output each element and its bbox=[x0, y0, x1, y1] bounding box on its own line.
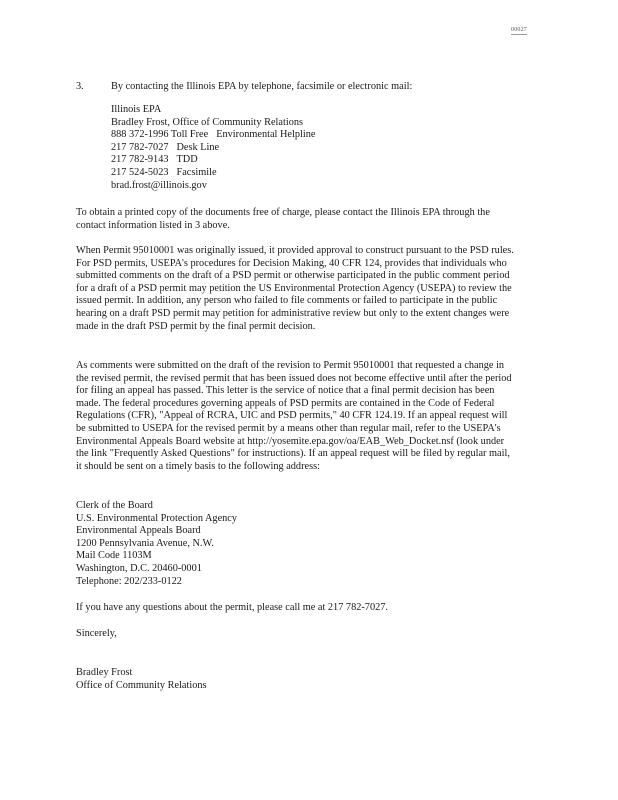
contact-number: 888 372-1996 Toll Free bbox=[111, 129, 209, 141]
paragraph-questions: If you have any questions about the permit, please call me at 217 782-7027. bbox=[76, 602, 388, 613]
page-stamp: 00027 bbox=[511, 27, 527, 33]
contact-line bbox=[111, 154, 511, 167]
paragraph-appeal: As comments were submitted on the draft of the revision to Permit 95010001 that requested a change in the revised permit, the revised permit that has been issued does not become effective until after the period for filing an appeal has passed. This letter is the service of notice that a final permit decision has been made. The federal procedures governing appeals of PSD permits are contained in the Code of Federal Regulations (CFR), "Appeal of RCRA, UIC and PSD permits," 40 CFR 124.19. If an appeal request will be submitted to USEPA for the revised permit by a means other than regular mail, refer to the USEPA's Environmental Appeals Board website at http://yosemite.epa.gov/oa/EAB_Web_Docket.nsf (look under the link "Frequently Asked Questions" for instructions). If an appeal request will be filed by regular mail, it should be sent on a timely basis to the following address: bbox=[76, 360, 512, 472]
contact-number: 217 782-9143 bbox=[111, 154, 169, 166]
contact-label: Environmental Helpline bbox=[216, 129, 316, 141]
contact-line bbox=[111, 167, 511, 180]
address-line: Mail Code 1103M bbox=[76, 550, 152, 562]
contact-label: Desk Line bbox=[176, 141, 220, 153]
address-line: Telephone: 202/233-0122 bbox=[76, 575, 182, 587]
contact-number: 217 782-7027 bbox=[111, 141, 169, 153]
contact-line bbox=[111, 142, 511, 155]
contact-number: 217 524-5023 bbox=[111, 166, 169, 178]
item-number: 3. bbox=[76, 81, 84, 92]
address-line: Washington, D.C. 20460-0001 bbox=[76, 562, 202, 574]
contact-label: TDD bbox=[176, 154, 198, 166]
contact-label: Facsimile bbox=[176, 166, 217, 178]
contact-org: Illinois EPA bbox=[111, 104, 162, 115]
signer-office: Office of Community Relations bbox=[76, 679, 207, 691]
address-line: Environmental Appeals Board bbox=[76, 525, 201, 537]
contact-line bbox=[111, 129, 511, 142]
closing-salutation: Sincerely, bbox=[76, 628, 117, 639]
signature-block bbox=[76, 667, 207, 692]
contact-email: brad.frost@illinois.gov bbox=[111, 179, 207, 191]
paragraph-original-permit: When Permit 95010001 was originally issued, it provided approval to construct pursuant to the PSD rules. For PSD permits, USEPA's procedures for Decision Making, 40 CFR 124, provides that individuals who submitted comments on the draft of a PSD permit or otherwise participated in the public comment period for a draft of a PSD permit may petition the US Environmental Protection Agency (USEPA) to review the issued permit. In addition, any person who failed to file comments or failed to participate in the public hearing on a draft PSD permit may petition for administrative review but only to the extent changes were made in the draft PSD permit by the final permit decision. bbox=[76, 245, 514, 332]
contact-block bbox=[111, 104, 511, 192]
address-line: 1200 Pennsylvania Avenue, N.W. bbox=[76, 537, 214, 549]
signer-name: Bradley Frost bbox=[76, 667, 133, 678]
paragraph-printed-copy: To obtain a printed copy of the documents free of charge, please contact the Illinois EPA through the contact information listed in 3 above. bbox=[76, 207, 490, 231]
contact-person: Bradley Frost, Office of Community Relations bbox=[111, 116, 303, 128]
address-line: U.S. Environmental Protection Agency bbox=[76, 512, 238, 524]
mailing-address bbox=[76, 500, 376, 588]
item-text: By contacting the Illinois EPA by telephone, facsimile or electronic mail: bbox=[111, 81, 413, 92]
address-line: Clerk of the Board bbox=[76, 500, 153, 511]
